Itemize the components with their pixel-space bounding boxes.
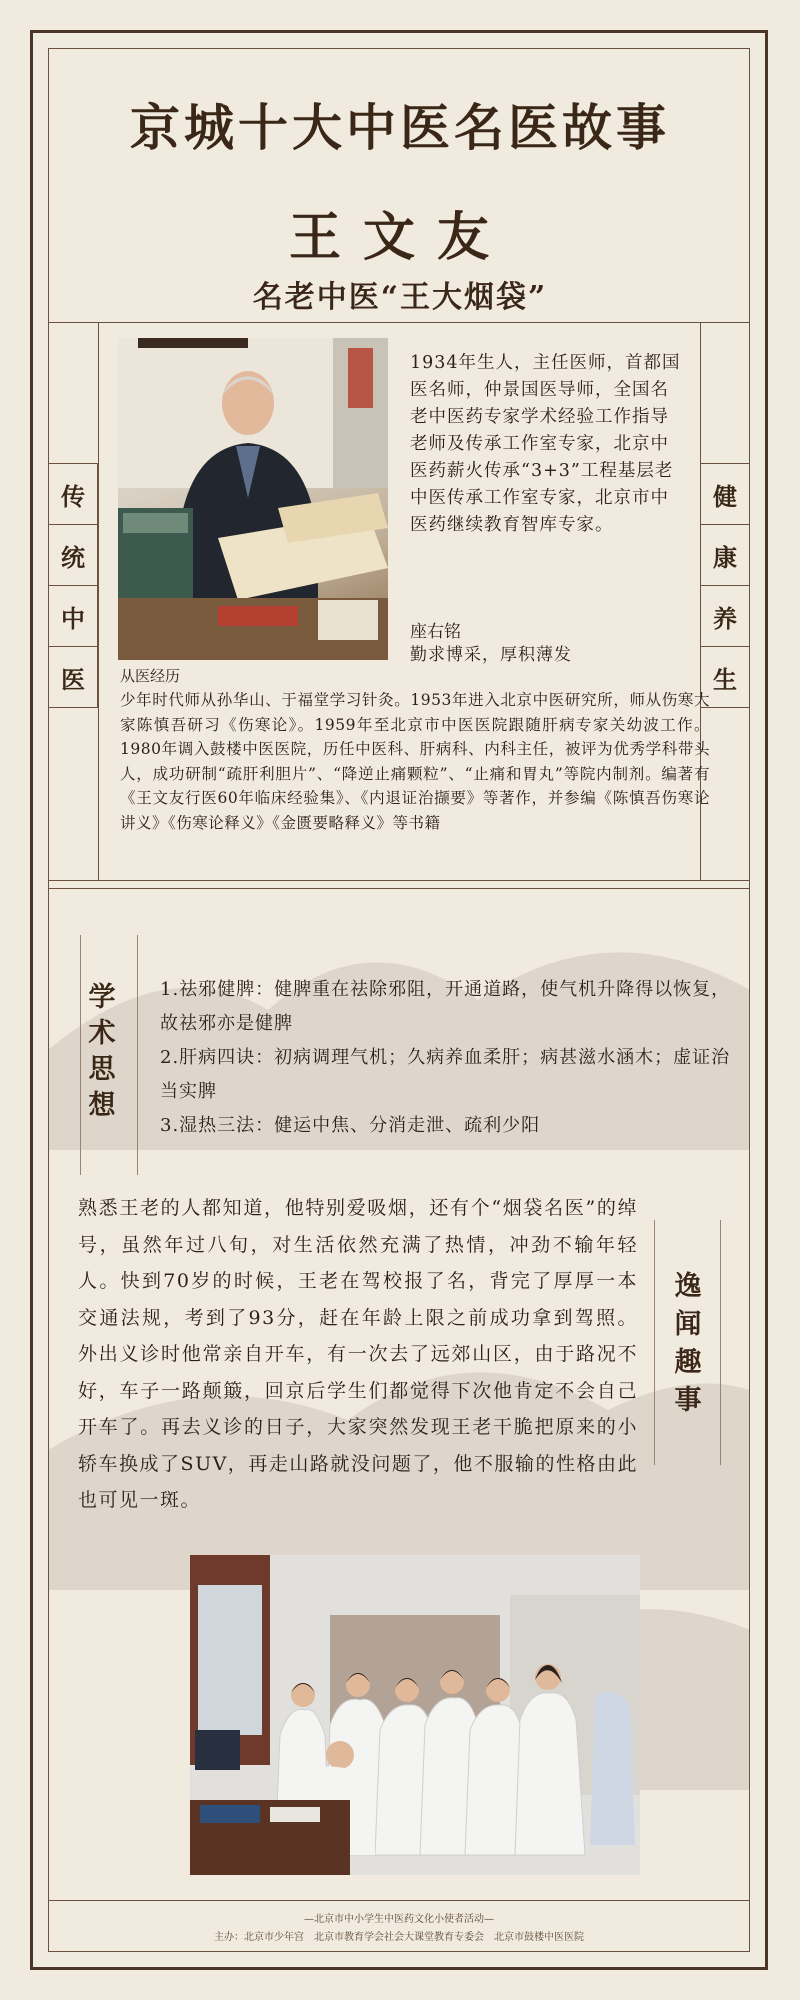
academic-item: 2.肝病四诀：初病调理气机；久病养血柔肝；病甚滋水涵木；虚证治当实脾 (160, 1047, 731, 1102)
side-left-char: 传 (49, 464, 97, 525)
footer-event-line: —北京市中小学生中医药文化小使者活动— (304, 1914, 494, 1925)
academic-list (160, 973, 738, 1143)
anecdote-title-char: 事 (674, 1385, 702, 1416)
side-right-char: 养 (701, 586, 749, 647)
academic-title-char: 术 (88, 1018, 116, 1049)
profile-bottom-divider-2 (48, 888, 750, 889)
side-right-char: 健 (701, 464, 749, 525)
group-photo (190, 1555, 640, 1875)
left-column-divider (98, 322, 99, 880)
profile-bottom-divider (48, 880, 750, 881)
side-label-left (48, 463, 98, 708)
side-label-right (700, 463, 750, 708)
academic-rule-right (137, 935, 138, 1175)
academic-item: 1.祛邪健脾：健脾重在祛除邪阻，开通道路，使气机升降得以恢复，故祛邪亦是健脾 (160, 979, 731, 1034)
person-name: 王文友 (288, 207, 511, 268)
portrait-photo (118, 338, 388, 660)
experience-label: 从医经历 (120, 667, 181, 685)
academic-title-char: 思 (88, 1054, 116, 1085)
academic-item: 3.湿热三法：健运中焦、分消走泄、疏利少阳 (160, 1115, 541, 1136)
page-title: 京城十大中医名医故事 (130, 98, 670, 157)
header-divider (48, 322, 750, 323)
anecdote-paragraph: 熟悉王老的人都知道，他特别爱吸烟，还有个“烟袋名医”的绰号，虽然年过八旬，对生活依然充满了热情，冲劲不输年轻人。快到70岁的时候，王老在驾校报了名，背完了厚厚一本交通法规，考到了93分，赶在年龄上限之前成功拿到驾照。外出义诊时他常亲自开车，有一次去了远郊山区，由于路况不好，车子一路颠簸，回京后学生们都觉得下次他肯定不会自己开车了。再去义诊的日子，大家突然发现王老干脆把原来的小轿车换成了SUV，再走山路就没问题了，他不服输的性格由此也可见一斑。 (78, 1197, 638, 1511)
motto-text: 勤求博采，厚积薄发 (410, 645, 572, 665)
side-right-char: 康 (701, 525, 749, 586)
footer-divider (48, 1900, 750, 1901)
group-photo-illustration (190, 1555, 640, 1875)
footer-organizers-line: 主办：北京市少年宫 北京市教育学会社会大课堂教育专委会 北京市鼓楼中医医院 (214, 1932, 584, 1943)
experience-paragraph: 少年时代师从孙华山、于福堂学习针灸。1953年进入北京中医研究所，师从伤寒大家陈慎吾研习《伤寒论》。1959年至北京市中医医院跟随肝病专家关幼波工作。1980年调入鼓楼中医医院，历任中医科、肝病科、内科主任，被评为优秀学科带头人，成功研制“疏肝利胆片”、“降逆止痛颗粒”、“止痛和胃丸”等院内制剂。编著有《王文友行医60年临床经验集》、《内退证治撷要》等著作，并参编《陈慎吾伤寒论讲义》《伤寒论释义》《金匮要略释义》等书籍 (120, 691, 710, 832)
anecdote-title-char: 趣 (674, 1347, 702, 1378)
anecdote-rule-right (720, 1220, 721, 1465)
academic-title-char: 想 (88, 1090, 116, 1121)
side-left-char: 医 (61, 664, 85, 694)
anecdote-title (666, 1268, 710, 1420)
academic-rule-left (80, 935, 81, 1175)
bio-paragraph: 1934年生人，主任医师，首都国医名师，仲景国医导师，全国名老中医药专家学术经验工作指导老师及传承工作室专家，北京中医药薪火传承“3+3”工程基层老中医传承工作室专家，北京市中医药继续教育智库专家。 (410, 353, 681, 535)
side-left-char: 中 (49, 586, 97, 647)
side-right-char: 生 (713, 664, 737, 694)
academic-title (82, 980, 122, 1124)
anecdote-title-char: 闻 (674, 1309, 702, 1340)
motto-label: 座右铭 (410, 622, 461, 642)
anecdote-rule-left (654, 1220, 655, 1465)
academic-title-char: 学 (88, 982, 116, 1013)
side-left-char: 统 (49, 525, 97, 586)
portrait-photo-illustration (118, 338, 388, 660)
anecdote-title-char: 逸 (674, 1271, 702, 1302)
nickname-subtitle: 名老中医“王大烟袋” (252, 280, 548, 315)
